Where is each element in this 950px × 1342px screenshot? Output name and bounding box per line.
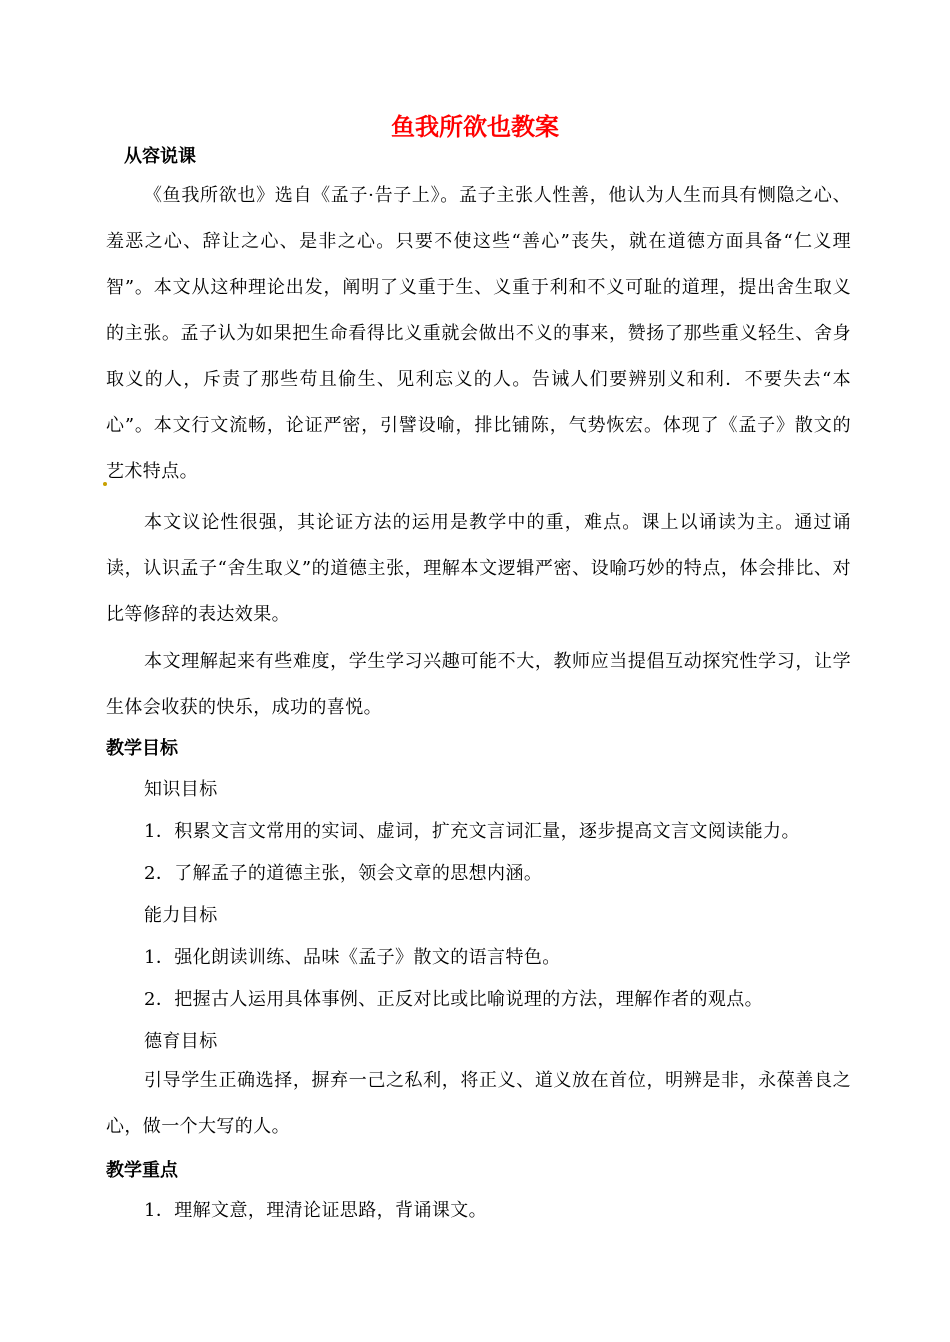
key-point-item-1: 1．理解文意，理清论证思路，背诵课文。 bbox=[144, 1200, 488, 1221]
document-title: 鱼我所欲也教案 bbox=[391, 113, 559, 141]
knowledge-goal-item-2: 2．了解孟子的道德主张，领会文章的思想内涵。 bbox=[144, 863, 543, 884]
ability-goal-item-2: 2．把握古人运用具体事例、正反对比或比喻说理的方法，理解作者的观点。 bbox=[144, 989, 764, 1010]
heading-key-points: 教学重点 bbox=[106, 1160, 178, 1181]
heading-goals: 教学目标 bbox=[106, 738, 178, 759]
moral-goal-text: 引导学生正确选择，摒弃一己之私利，将正义、道义放在首位，明辨是非，永葆善良之心，做一个大写的人。 bbox=[106, 1070, 851, 1137]
knowledge-goal-label: 知识目标 bbox=[144, 779, 218, 800]
margin-mark bbox=[103, 482, 107, 486]
ability-goal-item-1: 1．强化朗读训练、品味《孟子》散文的语言特色。 bbox=[144, 947, 561, 968]
knowledge-goal-item-1: 1．积累文言文常用的实词、虚词，扩充文言词汇量，逐步提高文言文阅读能力。 bbox=[144, 821, 800, 842]
intro-paragraph-1: 《鱼我所欲也》选自《孟子·告子上》。孟子主张人性善，他认为人生而具有恻隐之心、羞恶之心、辞让之心、是非之心。只要不使这些“善心”丧失，就在道德方面具备“仁义理智”。本文从这种理论出发，阐明了义重于生、义重于利和不义可耻的道理，提出舍生取义的主张。孟子认为如果把生命看得比义重就会做出不义的事来，赞扬了那些重义轻生、舍身取义的人，斥责了那些苟且偷生、见利忘义的人。告诫人们要辨别义和利．不要失去“本心”。本文行文流畅，论证严密，引譬设喻，排比铺陈，气势恢宏。体现了《孟子》散文的艺术特点。 bbox=[106, 185, 851, 482]
heading-intro: 从容说课 bbox=[124, 146, 196, 167]
intro-paragraph-2: 本文议论性很强，其论证方法的运用是教学中的重，难点。课上以诵读为主。通过诵读，认识孟子“舍生取义”的道德主张，理解本文逻辑严密、设喻巧妙的特点，体会排比、对比等修辞的表达效果。 bbox=[106, 512, 851, 625]
intro-paragraph-3: 本文理解起来有些难度，学生学习兴趣可能不大，教师应当提倡互动探究性学习，让学生体会收获的快乐，成功的喜悦。 bbox=[106, 651, 851, 718]
ability-goal-label: 能力目标 bbox=[144, 905, 218, 926]
moral-goal-label: 德育目标 bbox=[144, 1031, 218, 1052]
